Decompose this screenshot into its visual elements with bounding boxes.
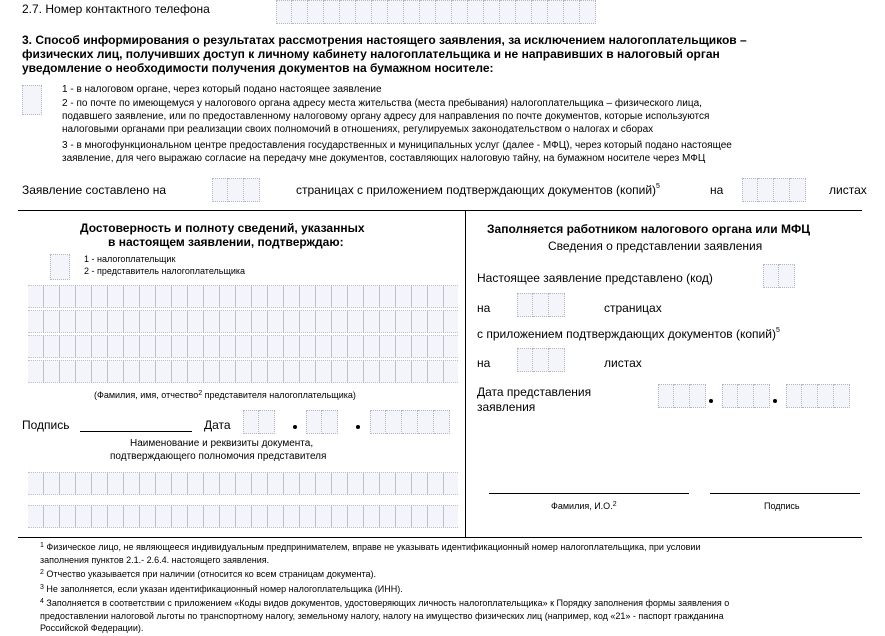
present-date-separator-1 [709,399,713,403]
pages-middle-text: страницах с приложением подтверждающих документов (копий)$^5$ [296,183,660,197]
option3-line1: 3 - в многофункциональном центре предоставления государственных и муниципальных услуг (далее - МФЦ), через который подано настоящее [62,140,732,151]
staff-fio-line[interactable] [489,493,689,494]
section3-title-line1: 3. Способ информирования о результатах рассмотрения настоящего заявления, за исключением налогоплательщиков – [22,33,747,47]
pages-suffix: листах [829,183,867,197]
phone-label: 2.7. Номер контактного телефона [22,2,210,16]
staff-fio-caption: Фамилия, И.О.$^2$ [551,501,617,511]
fio-caption: (Фамилия, имя, отчество$^2$ представителя налогоплательщика) [94,390,356,400]
presented-code-input[interactable] [763,264,795,288]
phone-input[interactable] [276,0,596,24]
confirm-title-line2: в настоящем заявлении, подтверждаю: [108,235,344,249]
fio-row-1[interactable] [28,285,458,308]
role-option1: 1 - налогоплательщик [84,254,176,264]
date-month-input[interactable] [306,410,338,434]
footnote-3: $^3$ Не заполняется, если указан идентификационный номер налогоплательщика (ИНН). [40,584,403,594]
doc-caption-line2: подтверждающего полномочия представителя [110,451,327,462]
option2-line3: налоговыми органами при реализации своих полномочий в отношениях, регулируемых законодательством о налогах и сборах [62,124,654,135]
signature-label: Подпись [22,418,70,432]
option2-line1: 2 - по почте по имеющемуся у налогового органа адресу места жительства (места пребывания) налогоплательщика – физического лица, [62,98,702,109]
present-date-separator-2 [773,399,777,403]
pages-count-input[interactable] [212,178,260,202]
fio-row-4[interactable] [28,360,458,383]
doc-row-2[interactable] [28,505,458,528]
box-bottom-border [18,537,862,538]
confirm-role-input[interactable] [50,254,70,280]
date-label: Дата [204,418,231,432]
footnote-4-line1: $^4$ Заполняется в соответствии с приложением «Коды видов документов, удостоверяющих личность налогоплательщика» к Порядку заполнения формы заявления о [40,598,730,608]
staff-subtitle: Сведения о представлении заявления [548,239,763,253]
info-method-input[interactable] [22,85,42,115]
box-top-border [18,210,862,211]
staff-signature-line[interactable] [710,493,860,494]
role-option2: 2 - представитель налогоплательщика [84,266,246,276]
pages-prefix: Заявление составлено на [22,183,167,197]
presented-code-label: Настоящее заявление представлено (код) [477,271,713,285]
option3-line2: заявление, для чего выражаю согласие на передачу мне документов, составляющих налоговую тайну, на бумажном носителе через МФЦ [62,153,706,164]
doc-row-1[interactable] [28,472,458,495]
present-date-day-input[interactable] [658,384,706,408]
footnote-1-line2: заполнения пунктов 2.1.- 2.6.4. настоящего заявления. [40,555,270,565]
staff-title: Заполняется работником налогового органа или МФЦ [487,222,811,236]
present-date-year-input[interactable] [786,384,850,408]
confirm-title-line1: Достоверность и полноту сведений, указанных [80,221,365,235]
date-year-input[interactable] [370,410,450,434]
box-divider [465,210,466,538]
section3-title-line2: физических лиц, получивших доступ к личному кабинету налогоплательщика и не направивших в налоговый орган [22,47,720,61]
present-date-month-input[interactable] [722,384,770,408]
pages-on: на [710,183,724,197]
right-sheets-label: листах [604,356,642,370]
footnote-4-line3: Российской Федерации). [40,623,144,633]
right-sheets-input[interactable] [517,348,565,372]
with-docs-label: с приложением подтверждающих документов (копий)$^5$ [477,327,780,341]
fio-row-3[interactable] [28,335,458,358]
date-day-input[interactable] [243,410,275,434]
footnote-2: $^2$ Отчество указывается при наличии (относится ко всем страницам документа). [40,569,376,579]
date-separator-1 [293,425,297,429]
fio-row-2[interactable] [28,310,458,333]
right-pages-label: страницах [604,301,662,315]
signature-line[interactable] [80,431,192,432]
right-on-label-2: на [477,356,491,370]
footnote-1-line1: $^1$ Физическое лицо, не являющееся индивидуальным предпринимателем, вправе не указывать идентификационный номер налогоплательщика, при условии [40,542,701,552]
staff-signature-caption: Подпись [764,501,800,511]
footnote-4-line2: предоставлении налоговой льготы по транспортному налогу, земельному налогу, налогу на имущество физических лиц (например, код «21» - паспорт гражданина [40,611,724,621]
option2-line2: подавшего заявление, или по предоставленному налоговому органу адресу для направления по почте документов, которые используются [62,111,710,122]
present-date-label-2: заявления [477,400,536,414]
sheets-count-input[interactable] [742,178,806,202]
option1-text: 1 - в налоговом органе, через который подано настоящее заявление [62,84,382,95]
right-on-label-1: на [477,301,491,315]
present-date-label-1: Дата представления [477,385,592,399]
right-pages-input[interactable] [517,293,565,317]
section3-title-line3: уведомление о необходимости получения документов на бумажном носителе: [22,61,494,75]
date-separator-2 [356,425,360,429]
doc-caption-line1: Наименование и реквизиты документа, [130,438,314,449]
